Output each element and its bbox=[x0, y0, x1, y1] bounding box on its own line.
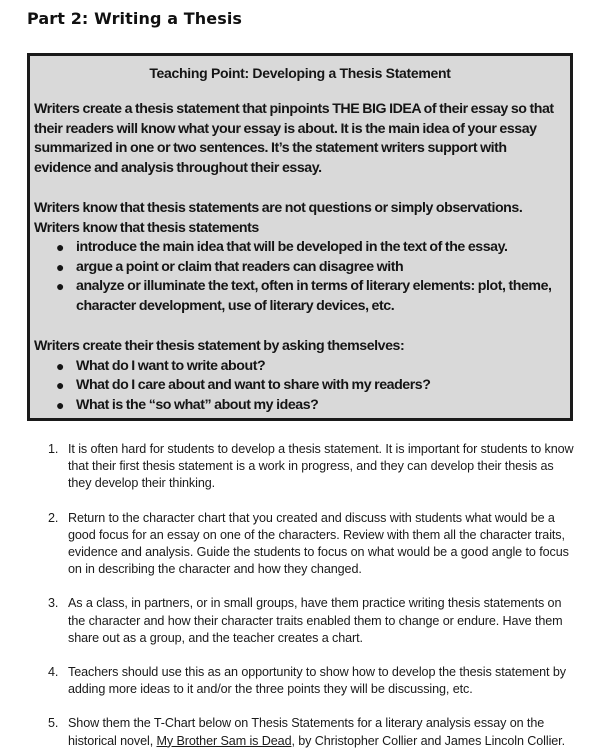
step-text: It is often hard for students to develop a thesis statement. It is important for students to know that their first thesis statement is a work in progress, and they can develop their thesis as they develop their thinking. bbox=[68, 442, 574, 491]
list-item-text: argue a point or claim that readers can disagree with bbox=[76, 258, 404, 275]
list-item-text: analyze or illuminate the text, often in terms of literary elements: plot, theme, character development, use of literary devices, etc. bbox=[76, 278, 552, 314]
thesis-criteria-intro: Writers know that thesis statements bbox=[34, 219, 259, 236]
step-text: As a class, in partners, or in small groups, have them practice writing thesis statements on the character and how their character traits enabled them to change or endure. Have them share out as a group, and the teacher creates a chart. bbox=[68, 596, 563, 645]
step-number: 5. bbox=[48, 716, 59, 731]
bullet-icon: ● bbox=[56, 377, 65, 393]
step-text: Return to the character chart that you created and discuss with students what would be a good focus for an essay on one of the characters. Review with them all the character traits, evidence and analysis. Guide the students to focus on what would be a good angle to focus on in describing the character and how they changed. bbox=[68, 510, 569, 577]
list-item bbox=[34, 357, 566, 377]
list-item bbox=[34, 238, 566, 258]
teaching-point-heading: Teaching Point: Developing a Thesis Statement bbox=[149, 65, 451, 81]
list-item-text: introduce the main idea that will be developed in the text of the essay. bbox=[76, 239, 508, 255]
bullet-icon: ● bbox=[56, 357, 65, 374]
step-item bbox=[48, 441, 578, 493]
list-item-text: What is the “so what” about my ideas? bbox=[76, 396, 319, 413]
self-questions-intro: Writers create their thesis statement by asking themselves: bbox=[34, 338, 405, 354]
step-item bbox=[48, 595, 578, 647]
step-number: 4. bbox=[48, 665, 59, 680]
step-text: Teachers should use this as an opportunity to show how to develop the thesis statement by adding more ideas to it and/or the three points they will be discussing, etc. bbox=[68, 665, 566, 697]
step-item bbox=[48, 510, 578, 579]
thesis-definition-paragraph: Writers create a thesis statement that pinpoints THE BIG IDEA of their essay so that their readers will know what your essay is about. It is the main idea of your essay summarized in one or two sentences. It’s the statement writers support with evidence and analysis throughout their essay. bbox=[34, 101, 554, 176]
step-number: 2. bbox=[48, 510, 59, 525]
list-item bbox=[34, 277, 566, 316]
list-item-text: What do I care about and want to share with my readers? bbox=[76, 377, 431, 393]
self-questions-list bbox=[34, 357, 566, 416]
bullet-icon: ● bbox=[56, 258, 65, 275]
step-text-before: Show them the T-Chart below on Thesis Statements for a literary analysis essay on the historical novel, bbox=[68, 716, 545, 748]
bullet-icon: ● bbox=[56, 396, 65, 413]
book-title: My Brother Sam is Dead bbox=[156, 733, 292, 748]
list-item bbox=[34, 258, 566, 278]
page-title: Part 2: Writing a Thesis bbox=[27, 9, 243, 28]
list-item bbox=[34, 396, 566, 416]
instruction-steps-list bbox=[48, 441, 578, 752]
step-number: 3. bbox=[48, 596, 59, 611]
thesis-criteria-list bbox=[34, 238, 566, 316]
teaching-point-box bbox=[27, 53, 573, 421]
thesis-not-questions-text: Writers know that thesis statements are not questions or simply observations. bbox=[34, 200, 523, 216]
step-text-after: , by Christopher Collier and James Lincoln Collier. bbox=[291, 733, 565, 748]
step-number: 1. bbox=[48, 442, 59, 456]
list-item-text: What do I want to write about? bbox=[76, 357, 266, 374]
self-questions-section bbox=[34, 337, 566, 415]
bullet-icon: ● bbox=[56, 278, 65, 294]
bullet-icon: ● bbox=[56, 239, 65, 255]
thesis-criteria-section bbox=[34, 199, 566, 316]
step-item bbox=[48, 715, 578, 749]
list-item bbox=[34, 376, 566, 396]
step-item bbox=[48, 664, 578, 698]
